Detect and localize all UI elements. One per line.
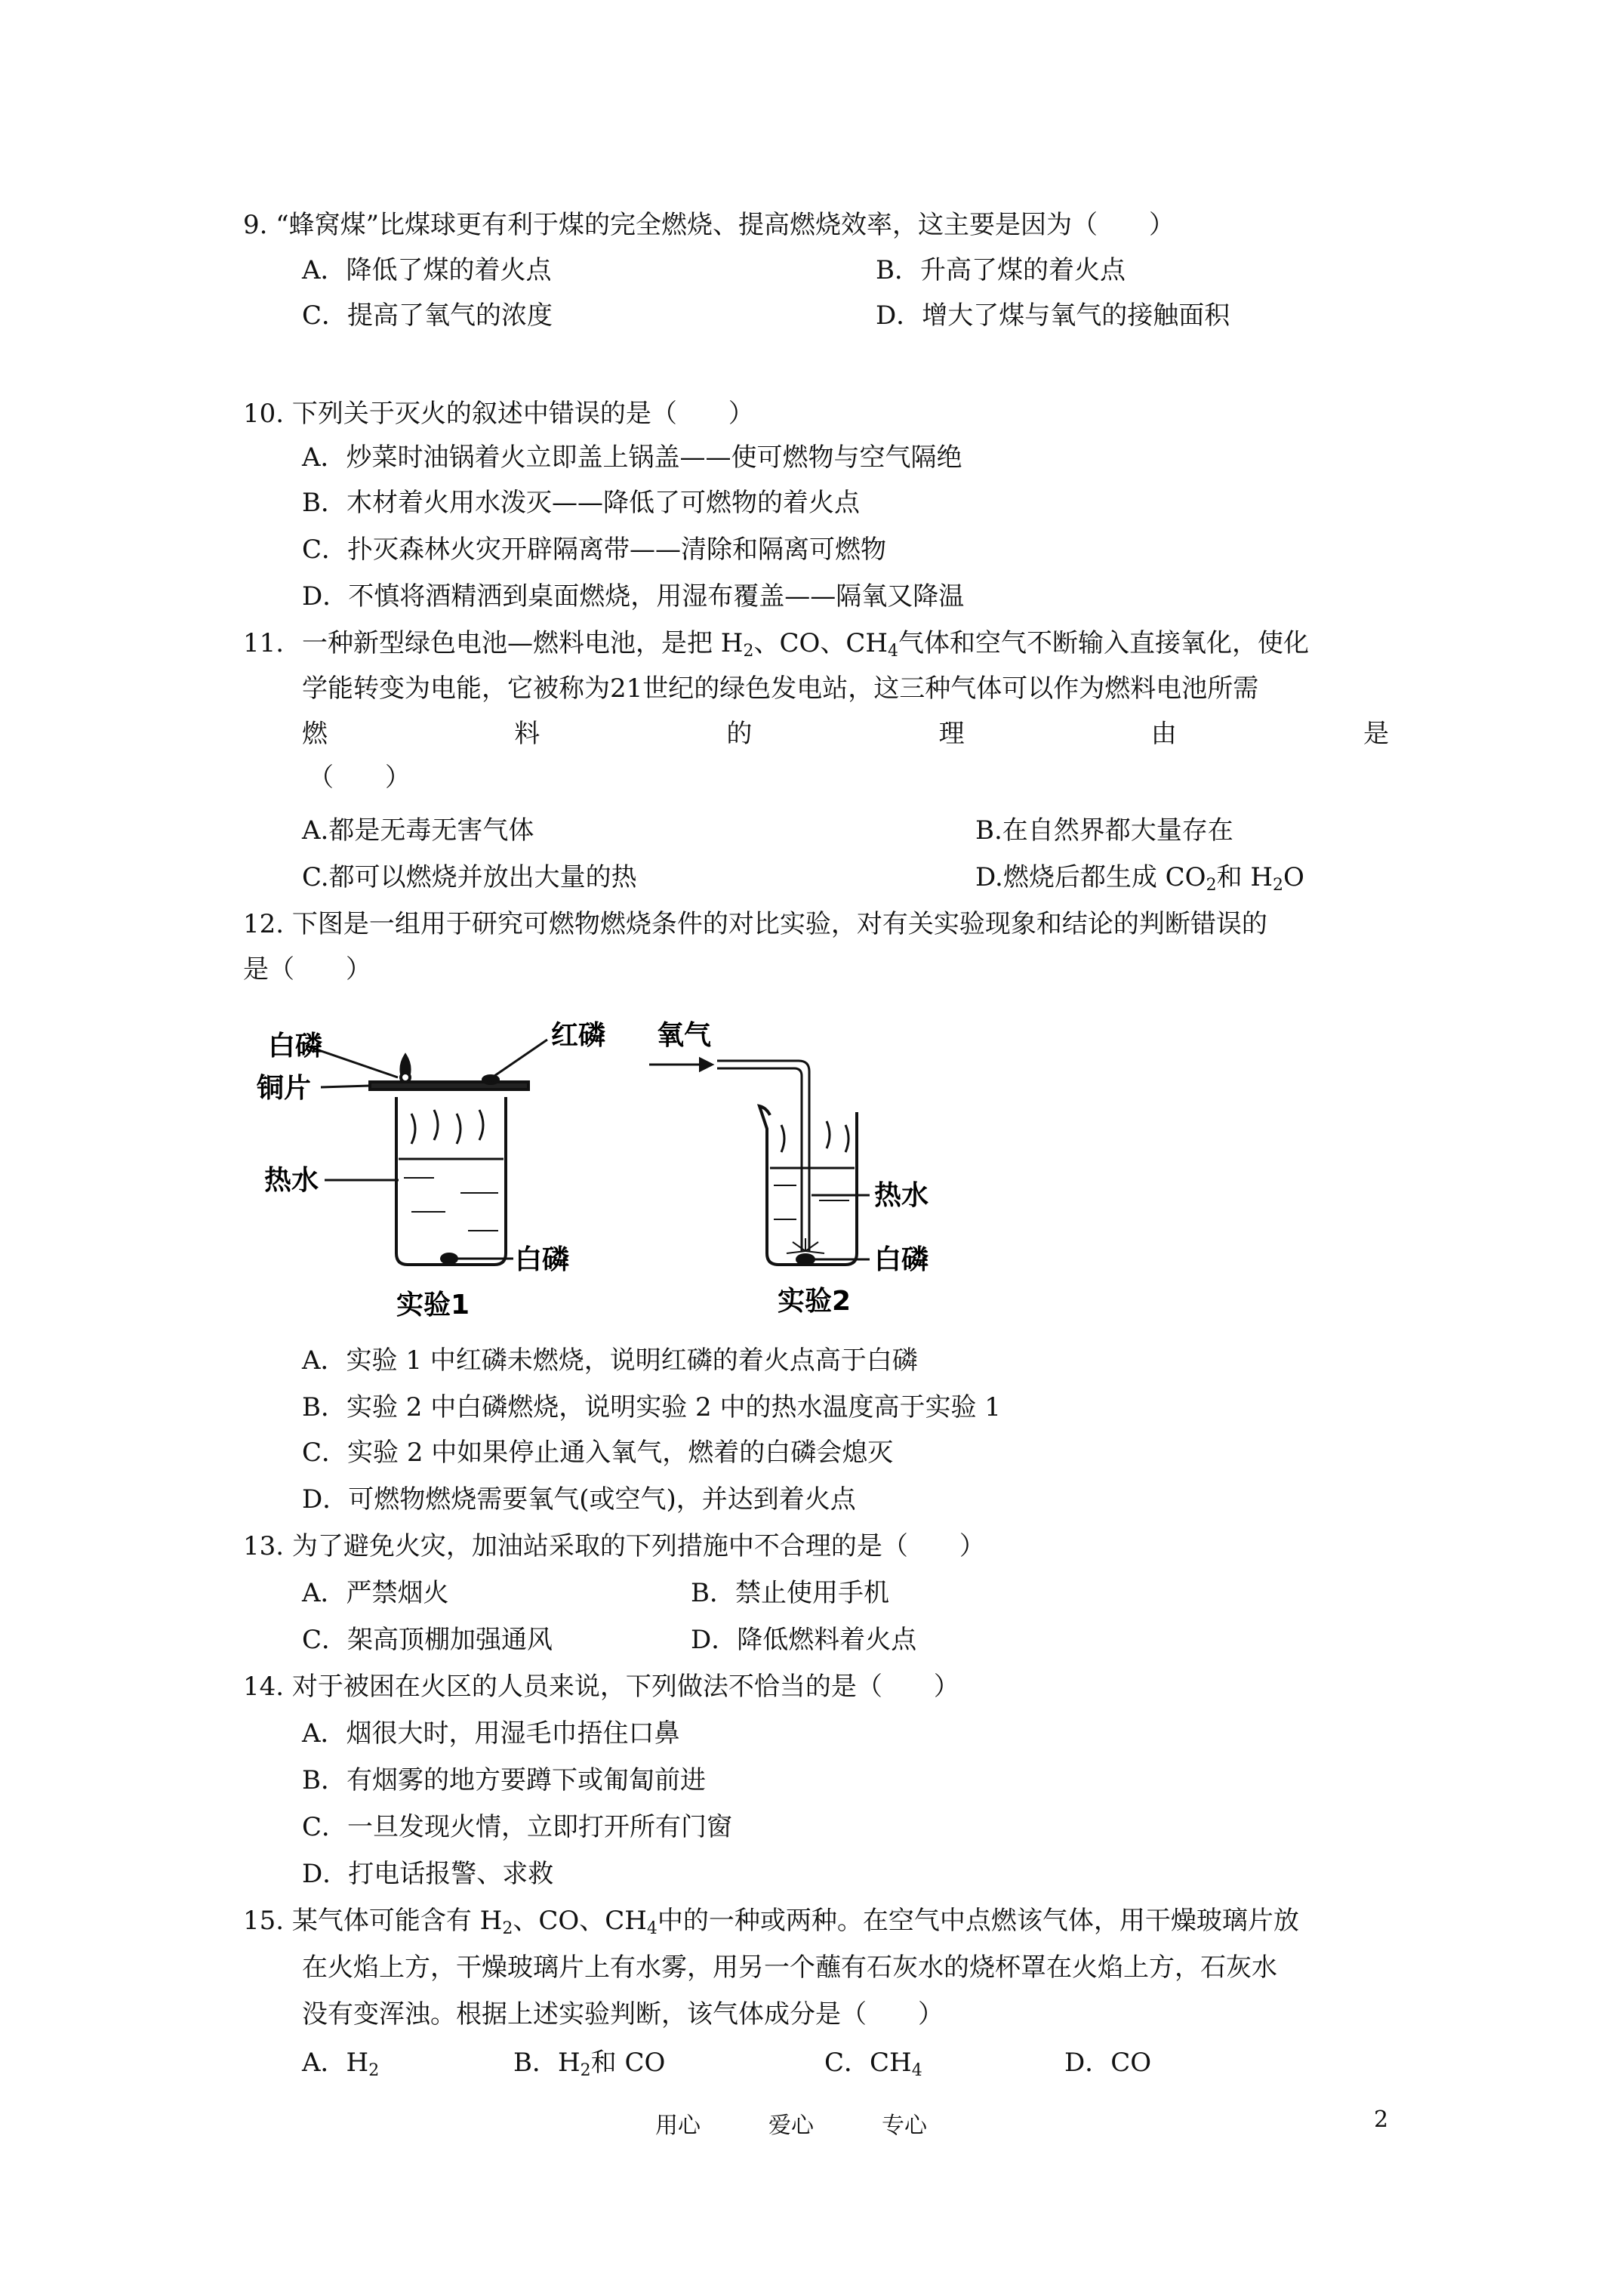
footer-motto-2: 爱心	[768, 2113, 814, 2139]
label-hot-water-1: 热水	[264, 1165, 319, 1196]
q12-stem-line2: 是（ ）	[243, 954, 371, 985]
label-red-phosphorus: 红磷	[551, 1020, 606, 1051]
q15-line1: 15. 某气体可能含有 $H_2$、CO、$CH_4$中的一种或两种。在空气中点燃该气体，用干燥玻璃片放	[243, 1906, 1299, 1938]
label-white-phosphorus-top: 白磷	[268, 1031, 323, 1062]
q12-stem-line1: 12. 下图是一组用于研究可燃物燃烧条件的对比实验，对有关实验现象和结论的判断错误的	[243, 909, 1267, 939]
copper-plate	[370, 1082, 528, 1089]
q12-option-a: A．实验 1 中红磷未燃烧，说明红磷的着火点高于白磷	[302, 1345, 918, 1376]
q11-line3: 燃 料 的 理 由 是	[302, 719, 1389, 749]
combustion-experiment-figure	[249, 1008, 1042, 1325]
q13-option-a: A．严禁烟火	[302, 1578, 449, 1608]
q14-option-d: D．打电话报警、求救	[302, 1859, 554, 1889]
q12-option-c: C．实验 2 中如果停止通入氧气，燃着的白磷会熄灭	[302, 1438, 894, 1468]
label-experiment-2: 实验2	[778, 1286, 852, 1317]
q11-answer-paren: （ ）	[308, 763, 411, 793]
q11-line2: 学能转变为电能，它被称为21世纪的绿色发电站，这三种气体可以作为燃料电池所需	[302, 673, 1259, 704]
q10-option-a: A．炒菜时油锅着火立即盖上锅盖——使可燃物与空气隔绝	[302, 442, 962, 473]
q15-line2: 在火焰上方，干燥玻璃片上有水雾，用另一个蘸有石灰水的烧杯罩在火焰上方，石灰水	[302, 1952, 1277, 1983]
q9-stem: 9. “蜂窝煤”比煤球更有利于煤的完全燃烧、提高燃烧效率，这主要是因为（ ）	[243, 210, 1175, 240]
q11-number: 11.	[243, 628, 285, 658]
q13-stem: 13. 为了避免火灾，加油站采取的下列措施中不合理的是（ ）	[243, 1531, 985, 1561]
q11-option-a: A.都是无毒无害气体	[302, 815, 534, 846]
q11-line1: 一种新型绿色电池—燃料电池，是把 $H_2$、CO、$CH_4$气体和空气不断输入直接氧化，使化	[302, 628, 1310, 661]
label-experiment-1: 实验1	[396, 1290, 470, 1321]
q11-option-b: B.在自然界都大量存在	[975, 815, 1233, 846]
q13-option-b: B．禁止使用手机	[691, 1578, 889, 1608]
q10-stem: 10. 下列关于灭火的叙述中错误的是（ ）	[243, 399, 754, 429]
label-white-phosphorus-2: 白磷	[874, 1244, 929, 1275]
q9-option-a: A．降低了煤的着火点	[302, 255, 552, 285]
q11-option-c: C.都可以燃烧并放出大量的热	[302, 862, 637, 892]
q13-option-c: C．架高顶棚加强通风	[302, 1625, 553, 1655]
q14-stem: 14. 对于被困在火区的人员来说，下列做法不恰当的是（ ）	[243, 1672, 959, 1702]
q14-option-a: A．烟很大时，用湿毛巾捂住口鼻	[302, 1718, 680, 1749]
q9-option-d: D．增大了煤与氧气的接触面积	[876, 300, 1230, 331]
experiment-1-apparatus	[306, 1040, 547, 1265]
q9-option-b: B．升高了煤的着火点	[876, 255, 1126, 285]
q12-option-b: B．实验 2 中白磷燃烧，说明实验 2 中的热水温度高于实验 1	[302, 1392, 1001, 1422]
q10-option-c: C．扑灭森林火灾开辟隔离带——清除和隔离可燃物	[302, 535, 887, 565]
q9-option-c: C．提高了氧气的浓度	[302, 300, 553, 331]
beaker-1	[396, 1097, 506, 1265]
q14-option-c: C．一旦发现火情，立即打开所有门窗	[302, 1812, 733, 1842]
q10-option-b: B．木材着火用水泼灭——降低了可燃物的着火点	[302, 488, 860, 518]
q10-option-d: D．不慎将酒精洒到桌面燃烧，用湿布覆盖——隔氧又降温	[302, 581, 965, 612]
q15-option-b: B．$H_2$和 CO	[513, 2048, 666, 2080]
label-oxygen: 氧气	[657, 1020, 712, 1051]
q14-option-b: B．有烟雾的地方要蹲下或匍匐前进	[302, 1765, 706, 1795]
q15-option-c: C．$CH_4$	[824, 2048, 922, 2080]
q13-option-d: D．降低燃料着火点	[691, 1625, 917, 1655]
q15-option-a: A．$H_2$	[302, 2048, 380, 2080]
footer-motto-1: 用心	[655, 2113, 701, 2139]
label-hot-water-2: 热水	[874, 1180, 929, 1211]
label-copper-plate: 铜片	[257, 1073, 312, 1104]
label-white-phosphorus-bottom: 白磷	[515, 1244, 570, 1275]
q15-option-d: D．CO	[1064, 2048, 1152, 2078]
q11-option-d: D.燃烧后都生成 $CO_2$和 $H_2O$	[975, 862, 1304, 895]
page-number: 2	[1374, 2106, 1389, 2133]
footer-motto-3: 专心	[882, 2113, 927, 2139]
q12-option-d: D．可燃物燃烧需要氧气(或空气)，并达到着火点	[302, 1484, 856, 1515]
q15-line3: 没有变浑浊。根据上述实验判断，该气体成分是（ ）	[302, 1999, 944, 2029]
experiment-2-apparatus	[649, 1059, 870, 1265]
